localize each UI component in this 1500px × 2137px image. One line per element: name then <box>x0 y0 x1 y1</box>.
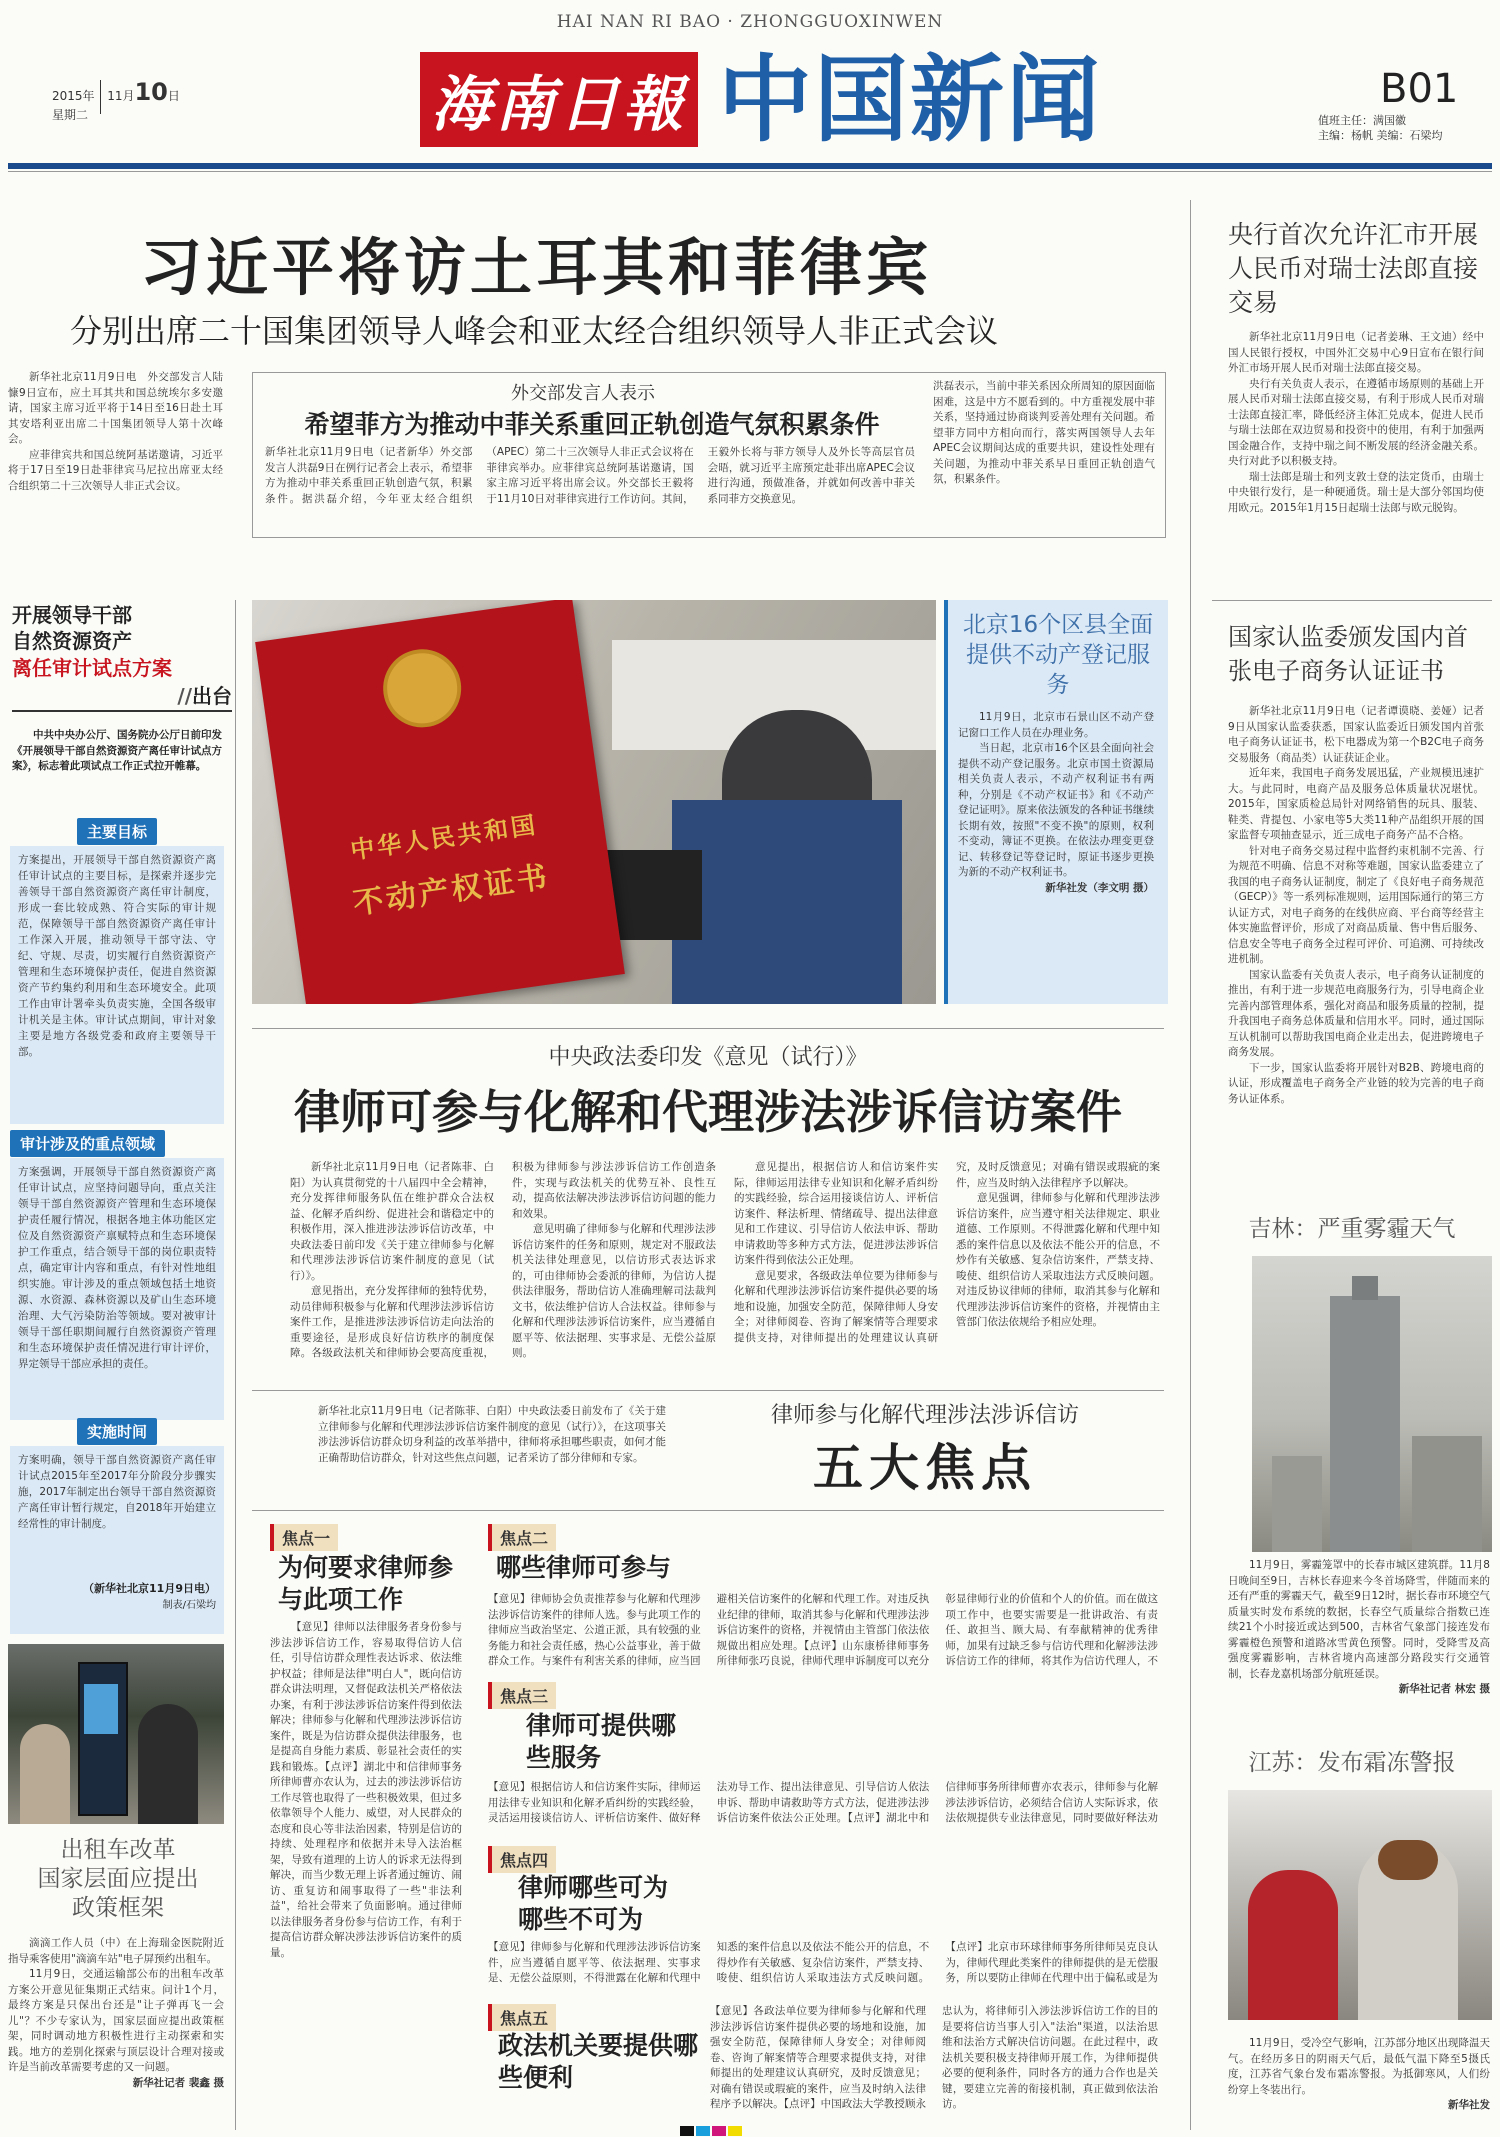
jiangsu-caption-p: 11月9日，受冷空气影响，江苏部分地区出现降温天气。在经历多日的阴雨天气后，最低气温下降至5摄氏度，江苏省气象台发布霜冻警报。为抵御寒风，人们纷纷穿上冬装出行。 <box>1228 2037 1490 2096</box>
focus-1-body: 【意见】律师以法律服务者身份参与涉法涉诉信访工作，容易取得信访人信任，引导信访群众理性表达诉求、依法维护权益；律师是法律"明白人"，既向信访群众讲法明理，又督促政法机关严格依法办案，有利于涉法涉诉信访案件得到依法解决；律师参与化解和代理涉法涉诉信访案件，既是为信访群众提供法律服务，也是提高自身能力素质、彰显社会责任的实践和锻炼。【点评】湖北中和信律师事务所律师曹亦农认为，过去的涉法涉诉信访工作尽管也取得了一些积极效果，但过多依靠领导个人能力、威望，对人民群众的态度和良心等非法治因素，特别是信访的持续、处理程序和依据并未导入法治框架，导致有道理的上访人的诉求无法得到解决，而当少数无理上诉者通过缠访、闹访、重复访和闹事取得了一些"非法利益"，给社会带来了负面影响。通过律师以法律服务者身份参与信访工作，有利于提高信访群众解决涉法涉诉信访案件的质量。 <box>270 1621 462 1959</box>
lawyer-body-p4: 意见提出，根据信访人和信访案件实际，律师运用法律专业知识和化解矛盾纠纷的实践经验，综合运用接谈信访人、评析信访案件、释法析理、情绪疏导、提出法律意见和工作建议、引导信访人依法申诉、帮助申请救助等多种方式方法，促进涉法涉诉信访案件得到依法公正处理。 <box>734 1161 938 1266</box>
lawyer-intro-box: 新华社北京11月9日电（记者陈菲、白阳）中央政法委日前发布了《关于建立律师参与化解和代理涉法涉诉信访案件制度的意见（试行）》，在这项事关涉法涉诉信访群众切身利益的改革举措中，律师将承担哪些职责，如何才能正确帮助信访群众，针对这些焦点问题，记者采访了部分律师和专家。 <box>318 1405 666 1464</box>
left-headline-l2: 自然资源资产 <box>12 629 132 653</box>
left-section-3 <box>10 1418 224 1636</box>
lawyer-body-p6: 意见强调，律师参与化解和代理涉法涉诉信访案件，应当遵守相关法律规定、职业道德、工作原则。不得泄露化解和代理中知悉的案件信息以及依法不能公开的信息，不炒作有关敏感、复杂信访案件，严禁支持、唆使、组织信访人采取违法方式反映问题。对违反协议律师的律师，取消其参与化解和代理涉法涉诉信访案件的资格，并视情由主管部门依法依规给予相应处理。 <box>956 1192 1160 1328</box>
jiangsu-headline: 江苏：发布霜冻警报 <box>1248 1750 1456 1776</box>
jilin-photo <box>1252 1256 1492 1552</box>
registration-mark-magenta <box>712 2126 726 2136</box>
taxi-photo <box>8 1644 224 1824</box>
lawyer-body-p3: 意见明确了律师参与化解和代理涉法涉诉信访案件的任务和原则，规定对不服政法机关法律处理意见，以信访形式表达诉求的，可由律师协会委派的律师，为信访人提供法律服务，帮助信访人准确理解司法裁判文书，依法维护信访人合法权益。律师参与化解和代理涉法涉诉信访案件，应当遵循自愿平等、依法据理、实事求是、无偿公益原则。 <box>512 1223 716 1359</box>
taxi-headline-l3: 政策框架 <box>72 1895 164 1921</box>
date-day-suffix: 日 <box>167 89 180 103</box>
national-emblem-icon <box>378 644 466 732</box>
lawyer-body-p5: 意见要求，各级政法单位要为律师参与化解和代理涉法涉诉信访案件提供必要的场地和设施，加强安全防范，保障律师人身安全；对律师阅卷、咨询了解案情等合理要求提供支持，对律师提出的处理建议认真研究，及时反馈意见；对确有错误或瑕疵的案件，应当及时纳入法律程序予以解决。 <box>734 1161 1160 1344</box>
focus-5-title: 政法机关要提供哪些便利 <box>498 2031 699 2092</box>
left-headline-slash: // <box>177 684 192 708</box>
left-sec3-box <box>10 1446 224 1634</box>
editors-line-2: 主编：杨帆 美编：石梁均 <box>1318 129 1443 142</box>
left-sec3-credit2: 制表/石梁均 <box>162 1600 216 1611</box>
focus-top-rule <box>252 1510 1164 1511</box>
right-top-headline: 央行首次允许汇市开展人民币对瑞士法郎直接交易 <box>1228 220 1479 317</box>
focus-3-body: 【意见】根据信访人和信访案件实际，律师运用法律专业知识和化解矛盾纠纷的实践经验，灵活运用接谈信访人、评析信访案件、做好释法劝导工作、提出法律意见、引导信访人依法申诉、帮助申请救助等方式方法，促进涉法涉诉信访案件依法公正处理。【点评】湖北中和信律师事务所律师曹亦农表示，律师参与化解涉法涉诉信访，必须结合信访人实际诉求，依法依规提供专业法律意见，同时要做好释法劝 <box>488 1781 1158 1824</box>
left-section-1 <box>10 818 224 1408</box>
left-intro-p: 中共中央办公厅、国务院办公厅日前印发《开展领导干部自然资源资产离任审计试点方案》，标志着此项试点工作正式拉开帷幕。 <box>12 729 222 772</box>
photo-side-p1: 11月9日，北京市石景山区不动产登记窗口工作人员在办理业务。 <box>958 711 1154 739</box>
right-mid-p1: 新华社北京11月9日电（记者谭谟晓、姜娅）记者9日从国家认监委获悉，国家认监委近日颁发国内首张电子商务认证证书，松下电器成为第一个B2C电子商务交易服务（商品类）认证获证企业。 <box>1228 705 1484 764</box>
masthead-rule-thin <box>8 171 1492 172</box>
left-sec3-tag: 实施时间 <box>77 1418 157 1445</box>
main-photo <box>252 600 936 1004</box>
jilin-caption-p: 11月9日，雾霾笼罩中的长春市城区建筑群。11月8日晚间至9日，吉林长春迎来今冬首场降雪，伴随而来的还有严重的雾霾天气，截至9日12时，据长春市环境空气质量实时发布系统的数据，长春空气质量综合指数已连续21个小时接近或达到500，吉林省气象部门接连发布雾霾橙色预警和道路冰雪黄色预警。同时，受降雪及高强度雾霾影响，吉林省境内高速部分路段实行交通管制，长春龙嘉机场部分航班延误。 <box>1228 1559 1490 1680</box>
left-sec3-body: 方案明确，领导干部自然资源资产离任审计试点2015年至2017年分阶段分步骤实施，2017年制定出台领导干部自然资源资产离任审计暂行规定，自2018年开始建立经常性的审计制度。 <box>18 1454 216 1530</box>
lead-headline: 习近平将访土耳其和菲律宾 <box>140 231 933 304</box>
left-sec2-body: 方案强调，开展领导干部自然资源资产离任审计试点，应坚持问题导向，重点关注领导干部自然资源资产管理和生态环境保护责任履行情况，根据各地主体功能区定位及自然资源资产禀赋特点和生态环境保护工作重点，结合领导干部的岗位职责特点，确定审计内容和重点，有针对性地组织实施。审计涉及的重点领域包括土地资源、水资源、森林资源以及矿山生态环境治理、大气污染防治等领域。要对被审计领导干部任职期间履行自然资源资产管理和生态环境保护责任情况进行审计评价，界定领导干部应承担的责任。 <box>10 1158 224 1420</box>
jiangsu-caption <box>1228 2036 1490 2128</box>
page-number: B01 <box>1380 66 1459 112</box>
registration-mark-black <box>680 2126 694 2136</box>
left-sec1-body: 方案提出，开展领导干部自然资源资产离任审计试点的主要目标，是探索并逐步完善领导干部自然资源资产离任审计制度，形成一套比较成熟、符合实际的审计规范，保障领导干部自然资源资产离任审计工作深入开展，推动领导干部守法、守纪、守规、尽责，切实履行自然资源资产管理和生态环境保护责任，促进自然资源资产节约集约利用和生态环境安全。此项工作由审计署牵头负责实施，全国各级审计机关是主体。审计试点期间，审计对象主要是地方各级党委和政府主要领导干部。 <box>10 846 224 1124</box>
lawyer-mid-rule <box>252 1390 1164 1391</box>
right-top-body <box>1228 330 1484 590</box>
jilin-headline: 吉林：严重雾霾天气 <box>1248 1216 1456 1242</box>
lead-subhead: 分别出席二十国集团领导人峰会和亚太经合组织领导人非正式会议 <box>70 312 999 350</box>
focus-3-tag: 焦点三 <box>488 1682 556 1709</box>
left-intro <box>12 728 222 806</box>
lawyer-body-p2: 意见指出，充分发挥律师的独特优势，动员律师积极参与化解和代理涉法涉诉信访案件工作，是推进涉法涉诉信访走向法治的重要途径，是形成良好信访秩序的制度保障。各级政法机关和律师协会要高度重视，积极为律师参与涉法涉诉信访工作创造条件，实现与政法机关的优势互补、良性互动，提高依法解决涉法涉诉信访问题的能力和效果。 <box>290 1161 716 1359</box>
taxi-body-p2: 11月9日，交通运输部公布的出租车改革方案公开意见征集期正式结束。问计1个月，最终方案是只保出台还是"让子弹再飞一会儿"？不少专家认为，国家层面应提出政策框架，同时调动地方积极性进行主动探索和实践。地方的差别化探索与顶层设计合理对接或许是当前改革需要考虑的又一问题。 <box>8 1968 224 2073</box>
jiangsu-photo <box>1228 1790 1492 2020</box>
masthead-topline: HAI NAN RI BAO · ZHONGGUOXINWEN <box>556 12 944 32</box>
taxi-credit: 新华社记者 裴鑫 摄 <box>132 2076 224 2089</box>
lead-side-kicker: 外交部发言人表示 <box>511 383 655 404</box>
editors-line-1: 值班主任：满国徽 <box>1318 114 1406 127</box>
property-certificate <box>255 600 625 1004</box>
focus-5-tag: 焦点五 <box>488 2004 556 2031</box>
left-headline-l4 <box>12 682 232 712</box>
certificate-line-1: 中华人民共和国 <box>348 809 540 865</box>
focus-4-tag: 焦点四 <box>488 1846 556 1873</box>
right-top-p2: 央行有关负责人表示，在遵循市场原则的基础上开展人民币对瑞士法郎直接交易，有利于形成人民币对瑞士法郎直接汇率，降低经济主体汇兑成本，促进人民币与瑞士法郎在双边贸易和投资中的使用，有利于加强两国金融合作，支持中瑞之间不断发展的经济金融关系。央行对此予以积极支持。 <box>1228 377 1484 467</box>
photo-side-p2: 当日起，北京市16个区县全面向社会提供不动产登记服务。北京市国土资源局相关负责人表示，不动产权利证书有两种，分别是《不动产权证书》和《不动产登记证明》。原来依法颁发的各种证书继续长期有效，按照"不变不换"的原则，权利不变动，簿证不更换。在依法办理变更登记、转移登记等登记时，原证书逐步更换为新的不动产权利证书。 <box>958 742 1154 878</box>
left-sec3-credit: （新华社北京11月9日电） <box>83 1582 216 1595</box>
photo-side-body <box>958 710 1154 1000</box>
photo-side-panel <box>944 600 1168 1004</box>
date-weekday: 星期二 <box>52 107 89 122</box>
lead-body <box>8 370 223 545</box>
focus-1-title: 为何要求律师参与此项工作 <box>278 1553 454 1614</box>
left-sec1-tag: 主要目标 <box>77 818 157 845</box>
focus-5-body: 【意见】各政法单位要为律师参与化解和代理涉法涉诉信访案件提供必要的场地和设施，加强安全防范，保障律师人身安全；对律师阅卷、咨询了解案情等合理要求提供支持，对律师提出的处理建议认真研究，及时反馈意见；对确有错误或瑕疵的案件，应当及时纳入法律程序予以解决。【点评】中国政法大学教授顾永忠认为，将律师引入涉法涉诉信访工作的目的是要将信访当事人引入"法治"渠道，以法治思维和法治方式解决信访问题。在此过程中，政法机关要积极支持律师开展工作，为律师提供必要的便利条件，同时各方的通力合作也是关键，要建立完善的衔接机制，真正做到依法治访。 <box>710 2005 1158 2110</box>
lead-side-box <box>252 372 1166 538</box>
focus-kicker: 律师参与化解代理涉法涉诉信访 <box>770 1403 1079 1428</box>
focus-headline: 五大焦点 <box>813 1439 1037 1497</box>
right-rule-1 <box>1212 600 1492 601</box>
lawyer-body <box>290 1160 1160 1380</box>
masthead-rule <box>8 163 1492 169</box>
jilin-caption <box>1228 1558 1490 1722</box>
left-sec2-tag: 审计涉及的重点领域 <box>10 1130 165 1157</box>
focus-2-body: 【意见】律师协会负责推荐参与化解和代理涉法涉诉信访案件的律师人选。参与此项工作的律师应当政治坚定、公道正派，具有较强的业务能力和社会责任感，热心公益事业，善于做群众工作。与案件有利害关系的律师，应当回避相关信访案件的化解和代理工作。对违反执业纪律的律师，取消其参与化解和代理涉法涉诉信访案件的资格，并视情由主管部门依法依规做出相应处理。【点评】山东康桥律师事务所律师张巧良说，律师代理申诉制度可以充分彰显律师行业的价值和个人的价值。而在做这项工作中，也要实需要是一批讲政治、有责任、敢担当、顾大局、有奉献精神的优秀律师，加果有过缺乏参与信访代理和化解涉法涉诉信访工作的律师，将其作为信访代理人，不 <box>488 1593 1158 1667</box>
lead-side-body-2: 洪磊表示，当前中菲关系因众所周知的原因面临困难，这是中方不愿看到的。中方重视发展中菲关系，坚持通过协商谈判妥善处理有关问题。希望菲方同中方相向而行，落实两国领导人去年APEC会议期间达成的重要共识，建设性处理有关问题，为推动中菲关系早日重回正轨创造气氛，积累条件。 <box>933 380 1155 485</box>
lawyer-headline: 律师可参与化解和代理涉法涉诉信访案件 <box>294 1085 1122 1139</box>
divider-left <box>235 600 236 2130</box>
right-mid-p3: 针对电子商务交易过程中监督约束机制不完善、行为规范不明确、信息不对称等难题，国家认监委建立了我国的电子商务认证制度，制定了《良好电子商务规范（GECP）》等一系列标准规则，运用国际通行的第三方认证方式，对电子商务的在线供应商、平台商等经营主体实施监督评价，形成了对商品质量、售中售后服务、信息安全等电子商务全过程可评价、可追溯、可持续改进机制。 <box>1228 844 1484 965</box>
date-month: 11月 <box>107 89 135 103</box>
focus-2-tag: 焦点二 <box>488 1524 556 1551</box>
paper-logo <box>420 52 698 147</box>
lead-side-headline: 希望菲方为推动中菲关系重回正轨创造气氛积累条件 <box>304 410 880 439</box>
right-mid-body <box>1228 704 1484 1174</box>
right-top-p1: 新华社北京11月9日电（记者姜琳、王文迪）经中国人民银行授权，中国外汇交易中心9日宣布在银行间外汇市场开展人民币对瑞士法郎直接交易。 <box>1228 331 1484 374</box>
jilin-credit: 新华社记者 林宏 摄 <box>1398 1683 1490 1695</box>
lead-body-p2: 应菲律宾共和国总统阿基诺邀请，习近平将于17日至19日赴菲律宾马尼拉出席亚太经合组织第二十三次领导人非正式会议。 <box>8 448 223 492</box>
photo-side-headline: 北京16个区县全面提供不动产登记服务 <box>962 612 1154 698</box>
registration-mark-yellow <box>728 2126 742 2136</box>
lead-side-body: 新华社北京11月9日电（记者新华）外交部发言人洪磊9日在例行记者会上表示，希望菲方为推动中菲关系重回正轨创造气氛，积累条件。据洪磊介绍，今年亚太经合组织（APEC）第二十三次领导人非正式会议将在菲律宾举办。应菲律宾总统阿基诺邀请，国家主席习近平将出席会议。外交部长王毅将于11月10日对菲律宾进行工作访问。其间，王毅外长将与菲方领导人及外长等高层官员会晤，就习近平主席预定赴菲出席APEC会议进行沟通，预做准备，并就如何改善中菲关系同菲方交换意见。 <box>265 446 915 505</box>
taxi-body-p1: 滴滴工作人员（中）在上海瑞金医院附近指导乘客使用"滴滴车站"电子屏预约出租车。 <box>8 1937 224 1965</box>
section-title: 中国新闻 <box>718 46 1103 155</box>
taxi-headline <box>8 1836 228 1923</box>
lawyer-top-rule <box>252 1028 1164 1029</box>
jiangsu-credit: 新华社发 <box>1448 2099 1490 2111</box>
taxi-headline-l1: 出租车改革 <box>60 1837 176 1863</box>
right-top-p3: 瑞士法郎是瑞士和列支敦士登的法定货币，由瑞士中央银行发行，是一种硬通货。瑞士是大部分邻国均使用欧元。2015年1月15日起瑞士法郎与欧元脱钩。 <box>1228 470 1484 514</box>
taxi-headline-l2: 国家层面应提出 <box>37 1866 199 1892</box>
lead-body-p1: 新华社北京11月9日电 外交部发言人陆慷9日宣布，应土耳其共和国总统埃尔多安邀请，国家主席习近平将于14日至16日赴土耳其安塔利亚出席二十国集团领导人第十次峰会。 <box>8 371 223 445</box>
right-mid-p2: 近年来，我国电子商务发展迅猛，产业规模迅速扩大。与此同时，电商产品及服务总体质量状况堪忧。2015年，国家质检总局针对网络销售的玩具、服装、鞋类、背提包、小家电等5大类11种产品组织开展的国家监督专项抽查显示，近三成电子商务产品不合格。 <box>1228 767 1484 841</box>
right-mid-headline: 国家认监委颁发国内首张电子商务认证证书 <box>1228 623 1468 685</box>
divider-right <box>1190 200 1191 2130</box>
left-headline-l3: 离任审计试点方案 <box>12 656 172 680</box>
focus-4-body: 【意见】律师参与化解和代理涉法涉诉信访案件，应当遵循自愿平等、依法据理、实事求是、无偿公益原则，不得泄露在化解和代理中知悉的案件信息以及依法不能公开的信息，不得炒作有关敏感、复杂信访案件，严禁支持、唆使、组织信访人采取违法方式反映问题。【点评】北京市环球律师事务所律师吴克良认为，律师代理此类案件的律师提供的是无偿服务，所以要防止律师在代理中出于偏私或是为 <box>488 1941 1158 1984</box>
left-headline <box>12 602 232 712</box>
focus-4-title: 律师哪些可为哪些不可为 <box>518 1873 669 1934</box>
focus-3-title: 律师可提供哪些服务 <box>526 1711 677 1772</box>
focus-2-title: 哪些律师可参与 <box>496 1553 672 1582</box>
lawyer-body-p1: 新华社北京11月9日电（记者陈菲、白阳）为认真贯彻党的十八届四中全会精神，充分发挥律师服务队伍在维护群众合法权益、化解矛盾纠纷、促进社会和谐稳定中的积极作用，深入推进涉法涉诉信访改革，中央政法委日前印发《关于建立律师参与化解和代理涉法涉诉信访案件制度的意见（试行）》。 <box>290 1161 494 1282</box>
photo-side-credit: 新华社发（李文明 摄） <box>1045 881 1154 894</box>
certificate-line-2: 不动产权证书 <box>351 859 553 922</box>
lawyer-kicker: 中央政法委印发《意见（试行）》 <box>548 1045 868 1070</box>
date-day: 10 <box>134 78 168 106</box>
right-mid-p4: 国家认监委有关负责人表示，电子商务认证制度的推出，有利于进一步规范电商服务行为，引导电商企业完善内部管理体系，强化对商品和服务质量的控制，提升我国电子商务总体质量和信用水平。同时，通过国际互认机制可以帮助我国电商企业走出去，促进跨境电子商务发展。 <box>1228 968 1484 1058</box>
date-block <box>52 78 180 123</box>
paper-name: 海南日報 <box>431 69 687 140</box>
focus-1-tag: 焦点一 <box>270 1524 338 1551</box>
right-mid-p5: 下一步，国家认监委将开展针对B2B、跨境电商的认证，形成覆盖电子商务全产业链的较为完善的电子商务认证体系。 <box>1228 1061 1484 1105</box>
registration-mark-cyan <box>696 2126 710 2136</box>
taxi-body <box>8 1936 224 2126</box>
left-headline-l1: 开展领导干部 <box>12 603 132 627</box>
left-headline-l4-text: 出台 <box>192 684 232 708</box>
date-year: 2015年 <box>52 89 95 103</box>
